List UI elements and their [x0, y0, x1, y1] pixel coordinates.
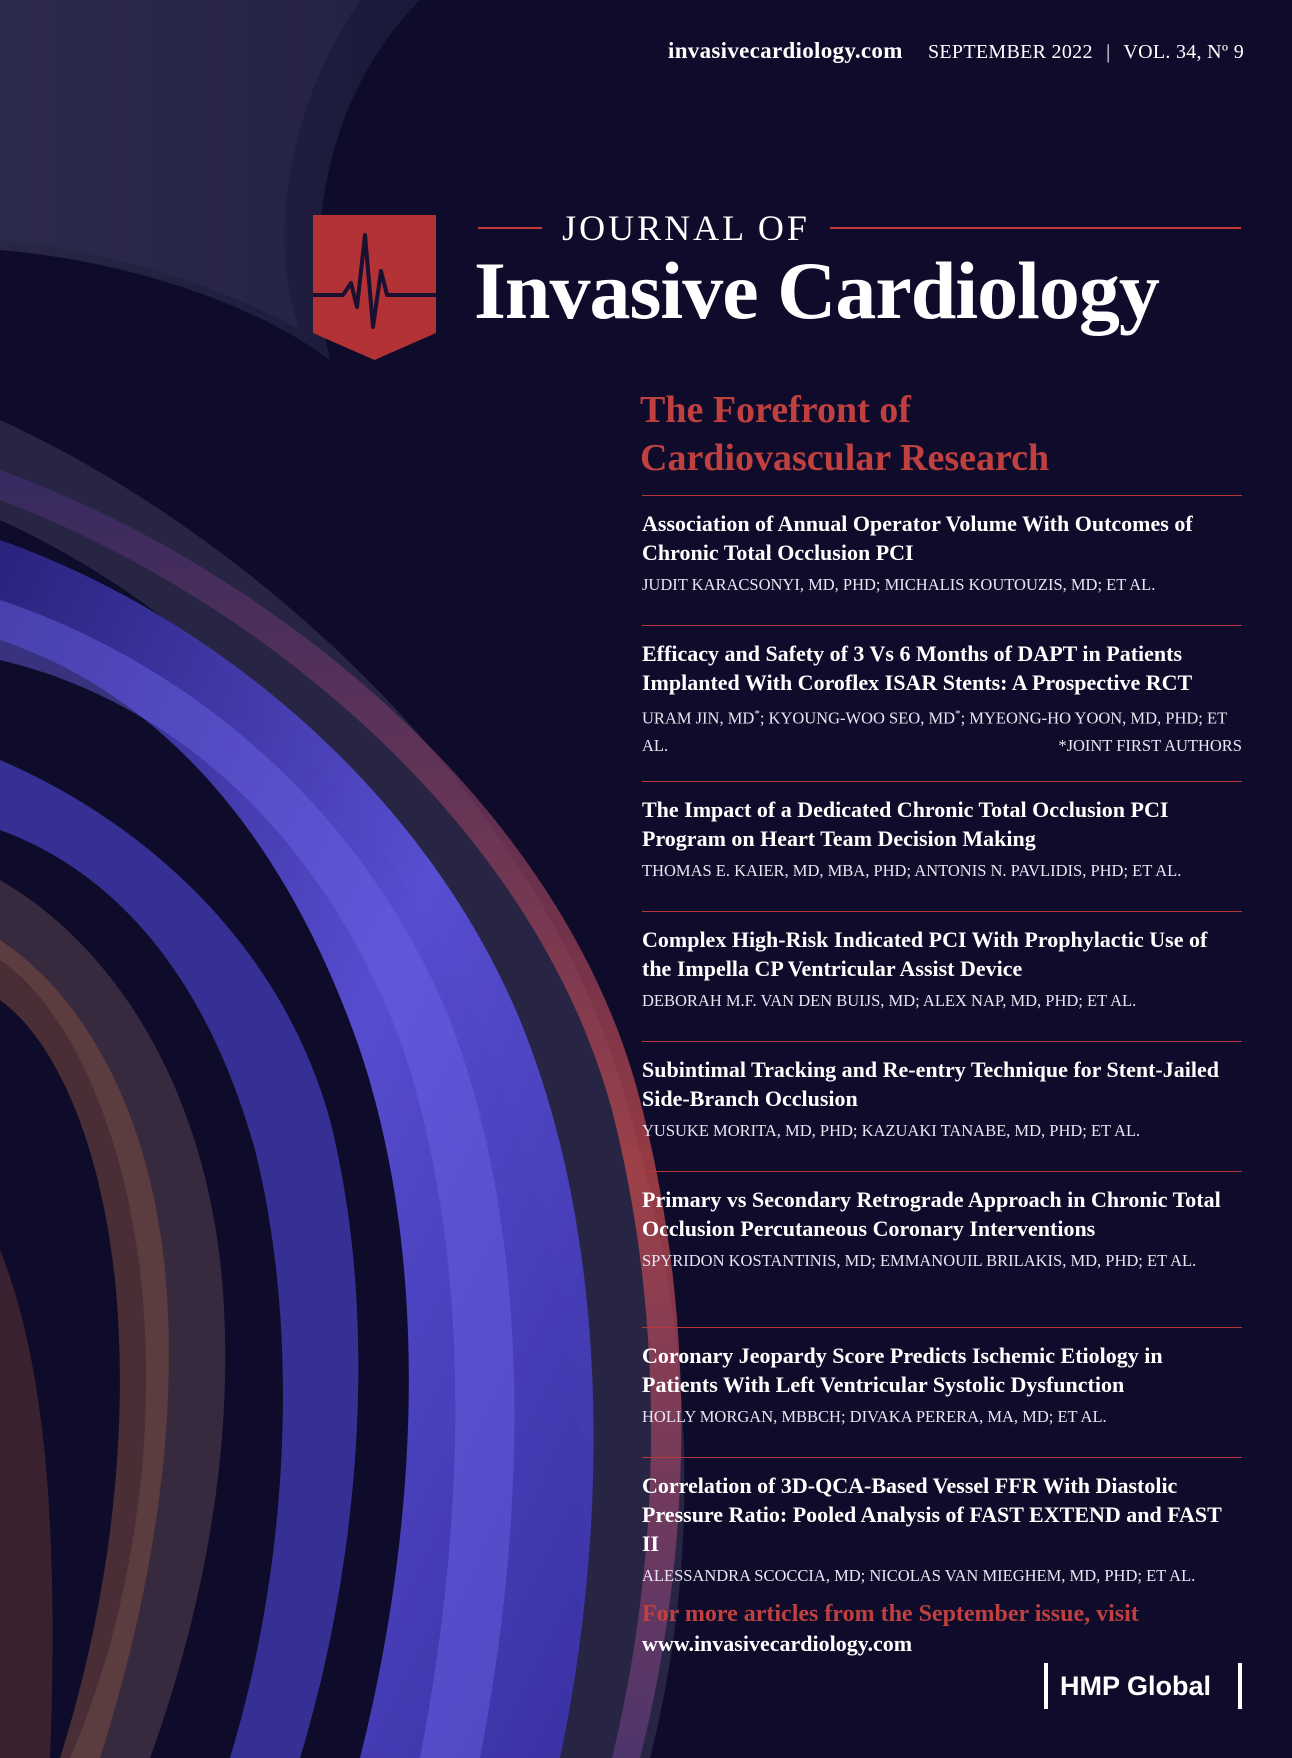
article-list	[642, 495, 1242, 1587]
issue-header	[668, 38, 1244, 64]
article-title[interactable]: Coronary Jeopardy Score Predicts Ischemic Etiology in Patients With Left Ventricular Systolic Dysfunction	[642, 1343, 1163, 1397]
publisher-logo	[1044, 1663, 1242, 1709]
author-text: URAM JIN, MD	[642, 708, 755, 728]
article-authors: ALESSANDRA SCOCCIA, MD; NICOLAS VAN MIEGHEM, MD, PHD; ET AL.	[642, 1566, 1196, 1585]
article-item[interactable]	[642, 495, 1242, 625]
footer-call-to-action	[642, 1600, 1202, 1658]
journal-of-label: JOURNAL OF	[562, 208, 810, 248]
article-authors: JUDIT KARACSONYI, MD, PHD; MICHALIS KOUTOUZIS, MD; ET AL.	[642, 575, 1156, 594]
article-item[interactable]	[642, 625, 1242, 781]
article-title[interactable]: Efficacy and Safety of 3 Vs 6 Months of DAPT in Patients Implanted With Coroflex ISAR Stents: A Prospective RCT	[642, 641, 1193, 695]
article-title[interactable]: Complex High-Risk Indicated PCI With Prophylactic Use of the Impella CP Ventricular Assist Device	[642, 927, 1208, 981]
article-item[interactable]	[642, 911, 1242, 1041]
article-item[interactable]	[642, 1041, 1242, 1171]
article-authors: YUSUKE MORITA, MD, PHD; KAZUAKI TANABE, MD, PHD; ET AL.	[642, 1121, 1141, 1140]
article-title[interactable]: Primary vs Secondary Retrograde Approach in Chronic Total Occlusion Percutaneous Coronary Interventions	[642, 1187, 1221, 1241]
masthead-rule-left	[478, 227, 542, 229]
article-item[interactable]	[642, 781, 1242, 911]
article-authors: HOLLY MORGAN, MBBCH; DIVAKA PERERA, MA, MD; ET AL.	[642, 1407, 1107, 1426]
publisher-name: HMP Global	[1060, 1671, 1212, 1701]
masthead-journal-of	[478, 208, 1241, 248]
footer-website-link[interactable]: www.invasivecardiology.com	[642, 1631, 913, 1656]
journal-title: Invasive Cardiology	[474, 245, 1159, 336]
joint-first-marker: *	[955, 708, 961, 720]
author-text: ; KYOUNG-WOO SEO, MD	[759, 708, 956, 728]
article-title[interactable]: Association of Annual Operator Volume With Outcomes of Chronic Total Occlusion PCI	[642, 511, 1193, 565]
heartbeat-shield-icon	[313, 215, 436, 360]
publisher-bar-right	[1238, 1663, 1242, 1709]
tagline-line-1: The Forefront of	[640, 389, 911, 431]
article-item[interactable]	[642, 1171, 1242, 1327]
article-authors: DEBORAH M.F. VAN DEN BUIJS, MD; ALEX NAP, MD, PHD; ET AL.	[642, 991, 1137, 1010]
header-website[interactable]: invasivecardiology.com	[668, 38, 903, 63]
issue-date: SEPTEMBER 2022	[927, 41, 1093, 63]
article-authors	[642, 701, 1242, 759]
tagline-line-2: Cardiovascular Research	[640, 437, 1050, 479]
article-authors: THOMAS E. KAIER, MD, MBA, PHD; ANTONIS N. PAVLIDIS, PHD; ET AL.	[642, 861, 1182, 880]
article-item[interactable]	[642, 1457, 1242, 1587]
footer-cta-text: For more articles from the September issue, visit	[642, 1601, 1139, 1627]
joint-first-marker: *	[754, 708, 760, 720]
header-separator: |	[1106, 41, 1111, 63]
tagline	[640, 386, 1200, 482]
author-text: ; MYEONG-HO YOON, MD, PHD; ET AL.	[642, 708, 1227, 755]
article-title[interactable]: The Impact of a Dedicated Chronic Total Occlusion PCI Program on Heart Team Decision Making	[642, 797, 1169, 851]
issue-volume: VOL. 34, Nº 9	[1123, 41, 1244, 63]
article-title[interactable]: Correlation of 3D-QCA-Based Vessel FFR With Diastolic Pressure Ratio: Pooled Analysis of FAST EXTEND and FAST II	[642, 1473, 1222, 1556]
article-authors: SPYRIDON KOSTANTINIS, MD; EMMANOUIL BRILAKIS, MD, PHD; ET AL.	[642, 1251, 1197, 1270]
publisher-bar-left	[1044, 1663, 1048, 1709]
masthead-rule-right	[830, 227, 1241, 229]
article-title[interactable]: Subintimal Tracking and Re-entry Technique for Stent-Jailed Side-Branch Occlusion	[642, 1057, 1219, 1111]
article-item[interactable]	[642, 1327, 1242, 1457]
joint-first-authors-note: *JOINT FIRST AUTHORS	[1058, 735, 1242, 755]
